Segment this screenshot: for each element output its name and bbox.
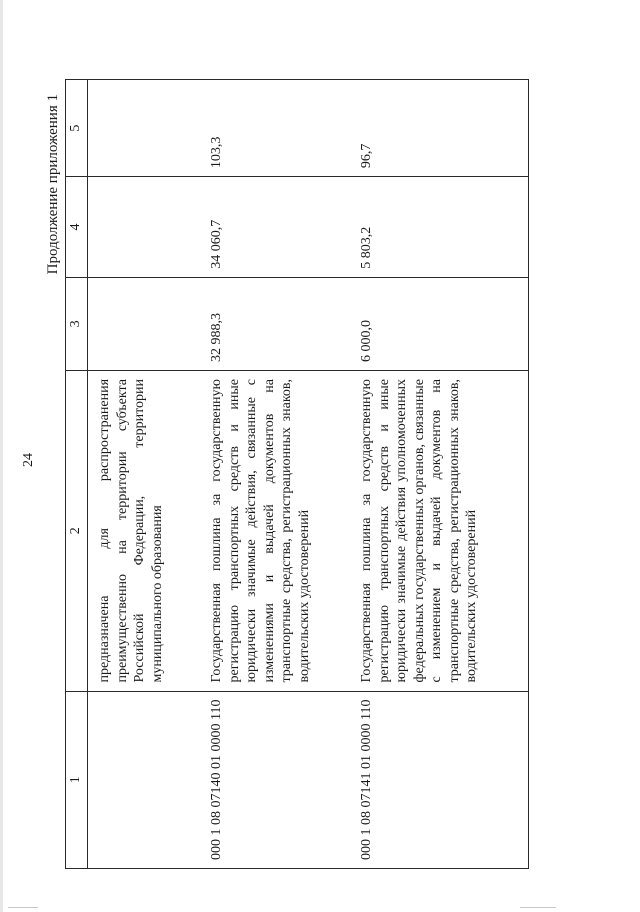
header-cell: 1 — [66, 691, 88, 868]
page-number: 24 — [21, 453, 36, 467]
table-row — [350, 80, 529, 869]
description-cell: предназначена для распространения преимущественно на территории субъекта Российской Федерации, территории муниципального образования — [88, 370, 201, 691]
value-cell: 103,3 — [200, 80, 350, 177]
value-cell: 5 803,2 — [350, 177, 529, 278]
continuation-label: Продолжение приложения 1 — [45, 94, 61, 275]
table-row — [88, 80, 201, 869]
table-row — [200, 80, 350, 869]
code-cell: 000 1 08 07141 01 0000 110 — [350, 691, 529, 868]
scan-mark-bottom — [8, 907, 38, 908]
scan-mark-bottom-right — [520, 907, 556, 908]
value-cell — [88, 80, 201, 177]
value-cell: 6 000,0 — [350, 277, 529, 370]
scan-edge — [0, 0, 3, 912]
header-cell: 5 — [66, 80, 88, 177]
description-cell: Государственная пошлина за государственную регистрацию транспортных средств и иные юридически значимые действия, связанные с изменениями и выдачей документов на транспортные средства, регистрационных знаков, водительских удостоверений — [200, 370, 350, 691]
description-cell: Государственная пошлина за государственную регистрацию транспортных средств и иные юридически значимые действия уполномоченных федеральных государственных органов, связанные с изменением и выдачей документов на транспортные средства, регистрационных знаков, водительских удостоверений — [350, 370, 529, 691]
value-cell: 96,7 — [350, 80, 529, 177]
value-cell — [88, 277, 201, 370]
code-cell — [88, 691, 201, 868]
header-cell: 3 — [66, 277, 88, 370]
rotated-page-content — [37, 79, 637, 869]
header-cell: 4 — [66, 177, 88, 278]
header-cell: 2 — [66, 370, 88, 691]
value-cell — [88, 177, 201, 278]
code-cell: 000 1 08 07140 01 0000 110 — [200, 691, 350, 868]
value-cell: 32 988,3 — [200, 277, 350, 370]
revenue-table — [65, 79, 529, 869]
table-header-row — [66, 80, 88, 869]
value-cell: 34 060,7 — [200, 177, 350, 278]
